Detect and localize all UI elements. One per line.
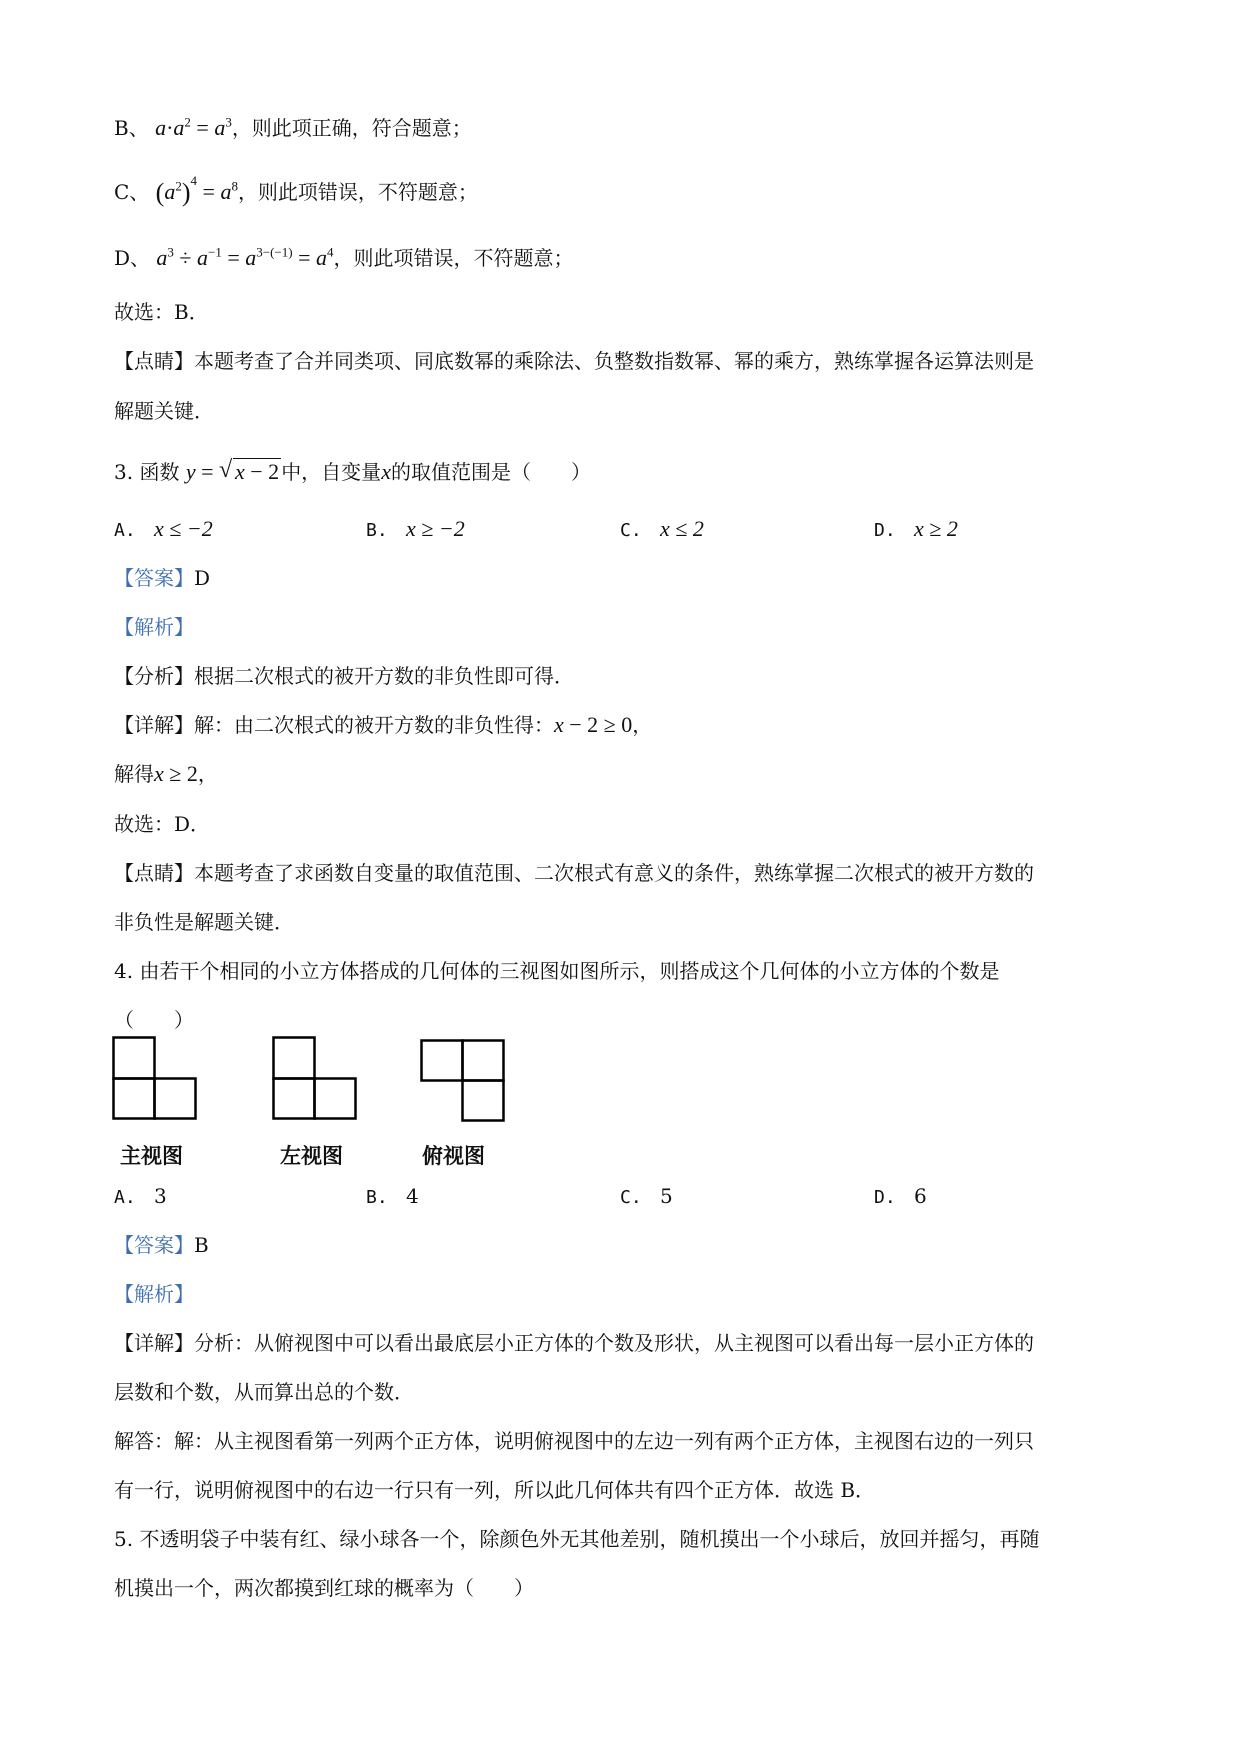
q2-choice: 故选：B． (114, 300, 209, 324)
q3-option-c[interactable]: C. x ≤ 2 (620, 516, 704, 541)
q3-answer (114, 564, 210, 592)
answer-tag: 【答案】 (114, 1233, 194, 1257)
q3-option-d[interactable]: D. x ≥ 2 (874, 516, 958, 541)
q3-choice: 故选：D． (114, 812, 211, 836)
inequality: x − 2 ≥ 0 (554, 712, 633, 737)
side-view-square (274, 1079, 315, 1119)
top-view-square (463, 1081, 504, 1121)
top-view-square (422, 1041, 463, 1081)
q4-option-d[interactable]: D. 6 (874, 1184, 927, 1208)
q3-stem-end: 的取值范围是（ ） (390, 460, 591, 484)
variable-x: x (381, 459, 391, 484)
top-view-label: 俯视图 (422, 1144, 485, 1168)
option-d-text: ，则此项错误，不符题意； (333, 246, 574, 270)
option-b-line (114, 114, 472, 142)
q3-stem-mid: 中，自变量 (281, 460, 382, 484)
option-label: D、 (114, 246, 151, 270)
front-view-square (114, 1079, 155, 1119)
q4-option-c[interactable]: C. 5 (620, 1184, 673, 1208)
q3-jiede: 解得x ≥ 2， (114, 761, 218, 786)
q3-option-a[interactable]: A. x ≤ −2 (114, 516, 213, 541)
answer-value: D (194, 566, 211, 590)
q4-answer (114, 1231, 209, 1259)
math-expression: $a\cdot a^2 = a^3$ (155, 114, 232, 140)
option-c-text: ，则此项错误，不符题意； (237, 180, 478, 204)
top-view (420, 1039, 510, 1123)
q4-option-a[interactable]: A. 3 (114, 1184, 167, 1208)
q3-xiangjie: 【详解】解：由二次根式的被开方数的非负性得：x − 2 ≥ 0， (114, 712, 653, 737)
q5-stem-line1: 5. 不透明袋子中装有红、绿小球各一个，除颜色外无其他差别，随机摸出一个小球后，放回并摇匀，再随 (114, 1527, 1040, 1551)
q2-comment-line1: 【点睛】本题考查了合并同类项、同底数幂的乘除法、负整数指数幂、幂的乘方，熟练掌握各运算法则是 (114, 349, 1034, 373)
q5-stem-line2: 机摸出一个，两次都摸到红球的概率为（ ） (114, 1576, 534, 1600)
front-view (112, 1036, 202, 1120)
q4-option-b[interactable]: B. 4 (366, 1184, 419, 1208)
option-label: C、 (114, 180, 150, 204)
q3-analysis-tag: 【解析】 (114, 615, 194, 639)
q3-fenxi: 【分析】根据二次根式的被开方数的非负性即可得． (114, 664, 574, 688)
function-expression: y = √ x − 2 (185, 457, 280, 484)
q3-comment-line2: 非负性是解题关键． (114, 910, 294, 934)
option-b-text: ，则此项正确，符合题意； (231, 116, 472, 140)
q4-stem-line2: （ ） (114, 1008, 194, 1032)
q4-analysis-tag: 【解析】 (114, 1282, 194, 1306)
q4-stem-line1: 4. 由若干个相同的小立方体搭成的几何体的三视图如图所示，则搭成这个几何体的小立方体的个数是 (114, 959, 1000, 983)
q4-solution-line2: 有一行，说明俯视图中的右边一行只有一列，所以此几何体共有四个正方体．故选 B． (114, 1478, 876, 1502)
side-view-label: 左视图 (280, 1144, 343, 1168)
math-expression: $a^3 \div a^{-1} = a^{3-(-1)} = a^4$ (156, 244, 334, 270)
option-label: B、 (114, 116, 149, 140)
top-view-square (463, 1041, 504, 1081)
q3-number: 3. 函数 (114, 460, 180, 484)
answer-tag: 【答案】 (114, 566, 194, 590)
three-views-figure (112, 1036, 512, 1172)
q4-detail-line2: 层数和个数，从而算出总的个数． (114, 1380, 414, 1404)
solution: x ≥ 2 (154, 761, 198, 786)
q3-stem (114, 458, 591, 486)
q4-solution-line1: 解答：解：从主视图看第一列两个正方体，说明俯视图中的左边一列有两个正方体，主视图右边的一列只 (114, 1429, 1034, 1453)
option-d-line (114, 244, 574, 272)
front-view-square (114, 1038, 155, 1079)
front-view-label: 主视图 (120, 1144, 183, 1168)
math-expression: $(a^2)^4 = a^8$ (155, 173, 238, 207)
option-c-line (114, 173, 478, 207)
side-view (272, 1036, 362, 1120)
q2-comment-line2: 解题关键． (114, 399, 214, 423)
q4-detail-line1: 【详解】分析：从俯视图中可以看出最底层小正方体的个数及形状，从主视图可以看出每一层小正方体的 (114, 1331, 1034, 1355)
side-view-square (274, 1038, 315, 1079)
q3-option-b[interactable]: B. x ≥ −2 (366, 516, 465, 541)
answer-value: B (194, 1233, 209, 1257)
q3-comment-line1: 【点睛】本题考查了求函数自变量的取值范围、二次根式有意义的条件，熟练掌握二次根式的被开方数的 (114, 861, 1034, 885)
side-view-square (315, 1079, 356, 1119)
front-view-square (155, 1079, 196, 1119)
